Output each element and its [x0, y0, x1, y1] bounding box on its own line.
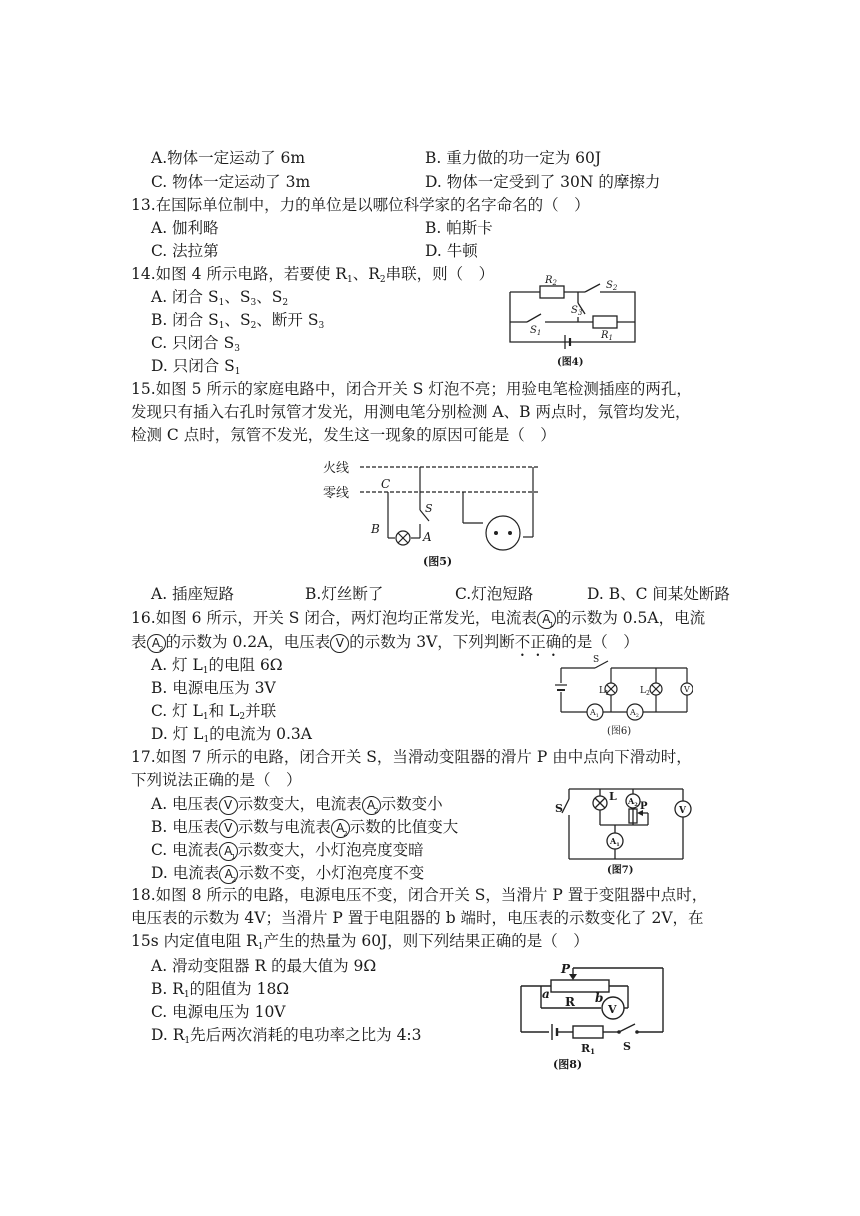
- fig4-label-s1: $S_1$: [530, 325, 542, 337]
- voltmeter-symbol: V: [330, 634, 349, 653]
- q15-option-d: D. B、C 间某处断路: [587, 585, 730, 603]
- q16-option-a: A. 灯 $L_1$的电阻 6Ω: [151, 656, 283, 676]
- figure-7-circuit: [553, 773, 693, 878]
- fig7-label-l: L: [609, 790, 617, 803]
- q13-option-d: D. 牛顿: [425, 242, 478, 260]
- ammeter-a2-symbol: A 2: [219, 865, 238, 884]
- figure-5-circuit: [315, 455, 550, 570]
- q18-stem-line-1: 18.如图 8 所示的电路，电源电压不变，闭合开关 S，当滑片 P 置于变阻器中点时，: [131, 886, 708, 904]
- fig4-label-r2: $R_2$: [545, 275, 557, 287]
- figure-6-circuit: [553, 652, 693, 737]
- q13-option-b: B. 帕斯卡: [425, 219, 493, 237]
- fig8-label-r: R: [565, 995, 575, 1009]
- fig6-meter-v: V: [684, 685, 690, 694]
- q12-option-c: C. 物体一定运动了 3m: [151, 173, 311, 191]
- fig5-label-a: A: [423, 530, 432, 544]
- q15-option-c: C.灯泡短路: [455, 585, 534, 603]
- q13-stem: 13.在国际单位制中，力的单位是以哪位科学家的名字命名的（ ）: [131, 196, 590, 214]
- figure-8-circuit: [513, 960, 673, 1075]
- fig8-label-s: S: [623, 1040, 631, 1053]
- q14-option-c: C. 只闭合 $S_3$: [151, 334, 240, 354]
- fig7-meter-a1: $A_1$: [610, 836, 620, 848]
- q17-stem-line-1: 17.如图 7 所示的电路，闭合开关 S，当滑动变阻器的滑片 P 由中点向下滑动时，: [131, 748, 692, 766]
- fig8-caption: (图8): [553, 1058, 583, 1071]
- fig7-label-s: S: [555, 802, 563, 815]
- fig4-label-s3: $S_3$: [571, 305, 583, 317]
- q14-option-b: B. 闭合 $S_1$、$S_2$、断开 $S_3$: [151, 311, 325, 331]
- q18-stem-line-3: 15s 内定值电阻 $R_1$产生的热量为 60J，则下列结果正确的是（ ）: [131, 932, 589, 952]
- fig6-label-l1: $L_1$: [599, 686, 609, 697]
- q16-stem-line-2: 表 A 2 的示数为 0.2A，电压表 V 的示数为 3V，下列判断不正确的是（ ）: [131, 633, 639, 653]
- fig5-label-zero: 零线: [323, 486, 350, 501]
- fig6-label-s: S: [593, 655, 600, 665]
- fig7-label-p: P: [640, 801, 648, 812]
- q15-option-a: A. 插座短路: [151, 585, 235, 603]
- fig5-label-s: S: [425, 502, 433, 515]
- q17-stem-line-2: 下列说法正确的是（ ）: [131, 771, 302, 789]
- ammeter-a1-symbol: A 1: [537, 610, 556, 629]
- q15-stem-line-3: 检测 C 点时，氖管不发光，发生这一现象的原因可能是（ ）: [131, 426, 556, 444]
- fig8-meter-v: V: [608, 1003, 617, 1016]
- fig6-label-l2: $L_2$: [640, 686, 650, 697]
- q17-option-d: D. 电流表 A 2 示数不变，小灯泡亮度不变: [151, 864, 425, 884]
- q14-stem: 14.如图 4 所示电路，若要使 $R_1$、$R_2$串联，则（ ）: [131, 265, 495, 285]
- fig4-label-s2: $S_2$: [606, 280, 618, 292]
- q16-option-c: C. 灯 $L_1$和 $L_2$并联: [151, 702, 277, 722]
- fig5-label-c: C: [381, 477, 391, 491]
- q12-option-d: D. 物体一定受到了 30N 的摩擦力: [425, 173, 661, 191]
- q14-option-a: A. 闭合 $S_1$、$S_3$、$S_2$: [151, 288, 289, 308]
- fig6-meter-a1: $A_1$: [590, 708, 599, 719]
- q17-option-c: C. 电流表 A 1 示数变大，小灯泡亮度变暗: [151, 841, 424, 861]
- q15-option-b: B.灯丝断了: [305, 585, 384, 603]
- q18-stem-line-2: 电压表的示数为 4V；当滑片 P 置于电阻器的 b 端时，电压表的示数变化了 2V，在: [131, 909, 704, 927]
- ammeter-a2-symbol: A 2: [331, 819, 350, 838]
- ammeter-a2-symbol: A 2: [362, 796, 381, 815]
- q15-stem-line-1: 15.如图 5 所示的家庭电路中，闭合开关 S 灯泡不亮；用验电笔检测插座的两孔，: [131, 380, 692, 398]
- fig8-label-a: a: [542, 987, 550, 1001]
- q15-stem-line-2: 发现只有插入右孔时氖管才发光，用测电笔分别检测 A、B 两点时，氖管均发光，: [131, 403, 691, 421]
- fig7-meter-a2: $A_2$: [628, 796, 638, 808]
- q12-option-a: A.物体一定运动了 6m: [151, 149, 306, 167]
- q14-option-d: D. 只闭合 $S_1$: [151, 357, 241, 377]
- fig5-label-fire: 火线: [323, 461, 350, 476]
- q18-option-c: C. 电源电压为 10V: [151, 1003, 286, 1021]
- ammeter-a1-symbol: A 1: [219, 842, 238, 861]
- q18-option-b: B. $R_1$的阻值为 18Ω: [151, 980, 290, 1000]
- fig8-label-r1: R1: [581, 1042, 596, 1056]
- fig7-caption: (图7): [607, 865, 634, 876]
- q18-option-a: A. 滑动变阻器 R 的最大值为 9Ω: [151, 957, 377, 975]
- figure-4-circuit: [505, 270, 645, 370]
- q13-option-a: A. 伽利略: [151, 219, 219, 237]
- q12-option-b: B. 重力做的功一定为 60J: [425, 149, 602, 167]
- fig6-caption: (图6): [607, 726, 632, 737]
- fig8-label-p: P: [561, 962, 571, 976]
- q18-option-d: D. $R_1$先后两次消耗的电功率之比为 4:3: [151, 1026, 422, 1046]
- q16-stem-line-1: 16.如图 6 所示，开关 S 闭合，两灯泡均正常发光，电流表 A 1 的示数为 0.5A，电流: [131, 609, 706, 629]
- voltmeter-symbol: V: [219, 819, 238, 838]
- fig8-label-b: b: [595, 991, 604, 1005]
- fig4-caption: (图4): [557, 357, 584, 368]
- fig6-meter-a2: $A_2$: [630, 708, 639, 719]
- fig4-label-r1: $R_1$: [601, 330, 613, 342]
- q17-option-b: B. 电压表 V 示数与电流表 A 2 示数的比值变大: [151, 818, 459, 838]
- q16-option-b: B. 电源电压为 3V: [151, 679, 276, 697]
- voltmeter-symbol: V: [219, 796, 238, 815]
- q13-option-c: C. 法拉第: [151, 242, 219, 260]
- fig5-caption: (图5): [423, 555, 453, 568]
- fig5-label-b: B: [371, 522, 380, 536]
- q17-option-a: A. 电压表 V 示数变大，电流表 A 2 示数变小: [151, 795, 443, 815]
- ammeter-a2-symbol: A 2: [147, 634, 166, 653]
- emphasis-not-correct: 不正确: [514, 633, 562, 651]
- q16-option-d: D. 灯 $L_1$的电流为 0.3A: [151, 725, 312, 745]
- fig7-meter-v: V: [679, 806, 686, 816]
